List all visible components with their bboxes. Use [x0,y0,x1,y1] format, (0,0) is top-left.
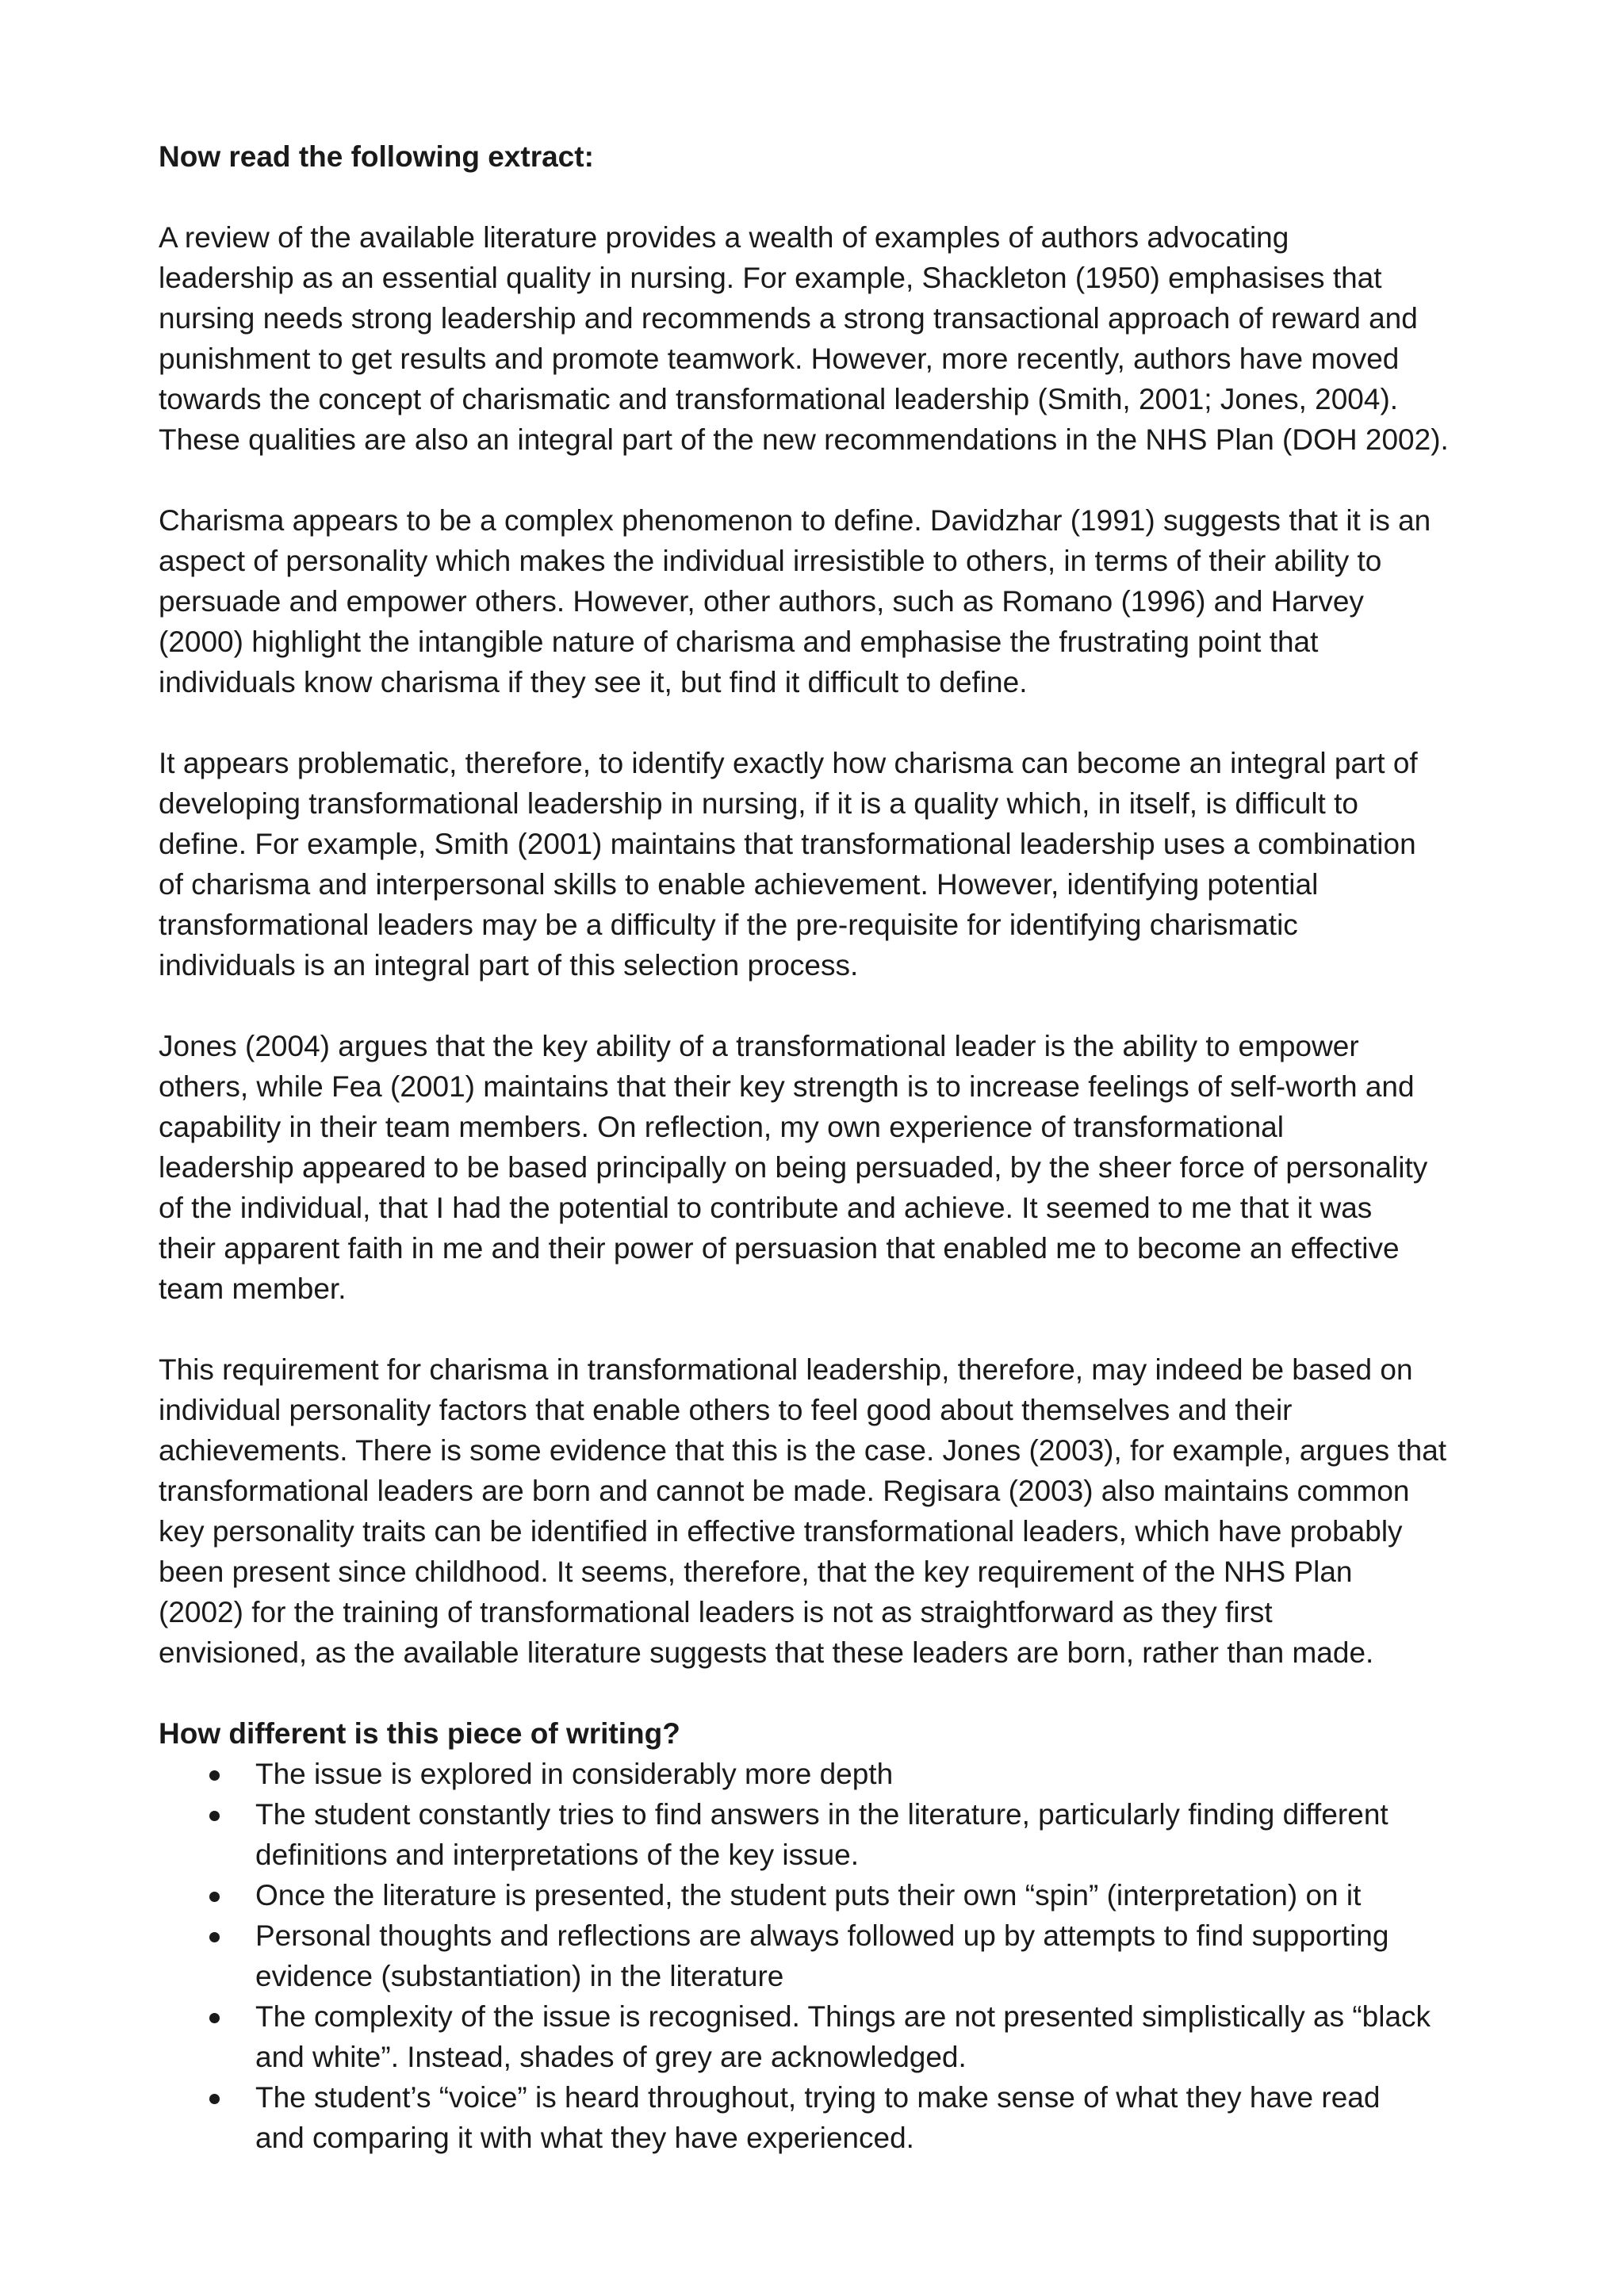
text-line: aspect of personality which makes the individual irresistible to others, in terms of their ability to [159,545,1382,577]
text-line: These qualities are also an integral part of the new recommendations in the NHS Plan (DOH 2002). [159,423,1449,456]
text-line: individuals know charisma if they see it, but find it difficult to define. [159,666,1028,698]
list-item [159,1875,1481,1915]
text-line: transformational leaders may be a difficulty if the pre-requisite for identifying charismatic [159,909,1298,941]
text-line: and white”. Instead, shades of grey are acknowledged. [255,2041,967,2073]
text-line: (2000) highlight the intangible nature of charisma and emphasise the frustrating point that [159,626,1319,658]
text-line: towards the concept of charismatic and transformational leadership (Smith, 2001; Jones, 2004). [159,383,1399,415]
bullet-icon [209,1770,220,1781]
text-line: developing transformational leadership in nursing, if it is a quality which, in itself, is difficult to [159,787,1358,820]
bullet-icon [209,1892,220,1902]
list-item [159,1996,1481,2077]
paragraph-5 [159,1349,1481,1673]
extract-heading: Now read the following extract: [159,140,594,173]
text-line: definitions and interpretations of the key issue. [255,1839,860,1871]
text-line: (2002) for the training of transformational leaders is not as straightforward as they first [159,1596,1273,1628]
text-line: and comparing it with what they have experienced. [255,2122,914,2154]
paragraph-1 [159,217,1481,460]
bullet-list [159,1754,1481,2158]
text-line: their apparent faith in me and their power of persuasion that enabled me to become an effective [159,1232,1400,1265]
text-line: key personality traits can be identified in effective transformational leaders, which have probably [159,1515,1403,1548]
text-line: nursing needs strong leadership and recommends a strong transactional approach of reward and [159,302,1418,335]
bullet-icon [209,2013,220,2023]
list-item [159,1915,1481,1996]
text-line: of the individual, that I had the potential to contribute and achieve. It seemed to me that it was [159,1192,1373,1224]
text-line: The complexity of the issue is recognised. Things are not presented simplistically as “black [255,2000,1431,2033]
paragraph-3 [159,743,1481,985]
text-line: others, while Fea (2001) maintains that their key strength is to increase feelings of self-worth and [159,1070,1415,1103]
text-line: define. For example, Smith (2001) maintains that transformational leadership uses a combination [159,828,1416,860]
list-item [159,1794,1481,1875]
text-line: team member. [159,1272,347,1305]
paragraph-2 [159,500,1481,702]
text-line: of charisma and interpersonal skills to enable achievement. However, identifying potential [159,868,1319,901]
text-line: capability in their team members. On reflection, my own experience of transformational [159,1111,1284,1143]
text-line: leadership appeared to be based principally on being persuaded, by the sheer force of personality [159,1151,1428,1184]
question-heading: How different is this piece of writing? [159,1717,680,1750]
text-line: punishment to get results and promote teamwork. However, more recently, authors have moved [159,342,1400,375]
paragraph-4 [159,1026,1481,1309]
text-line: individuals is an integral part of this selection process. [159,949,859,982]
bullet-icon [209,2094,220,2104]
text-line: individual personality factors that enable others to feel good about themselves and their [159,1394,1293,1426]
text-line: Personal thoughts and reflections are always followed up by attempts to find supporting [255,1919,1389,1952]
list-item [159,2077,1481,2158]
text-line: Jones (2004) argues that the key ability of a transformational leader is the ability to empower [159,1030,1359,1062]
text-line: It appears problematic, therefore, to identify exactly how charisma can become an integral part of [159,747,1418,779]
bullet-icon [209,1811,220,1821]
list-item [159,1754,1481,1794]
text-line: The student constantly tries to find answers in the literature, particularly finding different [255,1798,1388,1831]
text-line: evidence (substantiation) in the literature [255,1960,784,1992]
text-line: leadership as an essential quality in nursing. For example, Shackleton (1950) emphasises that [159,262,1382,294]
text-line: The issue is explored in considerably more depth [255,1758,894,1790]
text-line: transformational leaders are born and cannot be made. Regisara (2003) also maintains common [159,1475,1410,1507]
text-line: envisioned, as the available literature suggests that these leaders are born, rather than made. [159,1636,1374,1669]
text-line: A review of the available literature provides a wealth of examples of authors advocating [159,221,1289,254]
bullet-icon [209,1932,220,1942]
text-line: This requirement for charisma in transformational leadership, therefore, may indeed be based on [159,1353,1413,1386]
text-line: Charisma appears to be a complex phenomenon to define. Davidzhar (1991) suggests that it is an [159,504,1431,537]
text-line: been present since childhood. It seems, therefore, that the key requirement of the NHS Plan [159,1556,1353,1588]
text-line: achievements. There is some evidence that this is the case. Jones (2003), for example, argues that [159,1434,1447,1467]
text-line: Once the literature is presented, the student puts their own “spin” (interpretation) on it [255,1879,1362,1911]
text-line: The student’s “voice” is heard throughout, trying to make sense of what they have read [255,2081,1381,2114]
text-line: persuade and empower others. However, other authors, such as Romano (1996) and Harvey [159,585,1364,618]
